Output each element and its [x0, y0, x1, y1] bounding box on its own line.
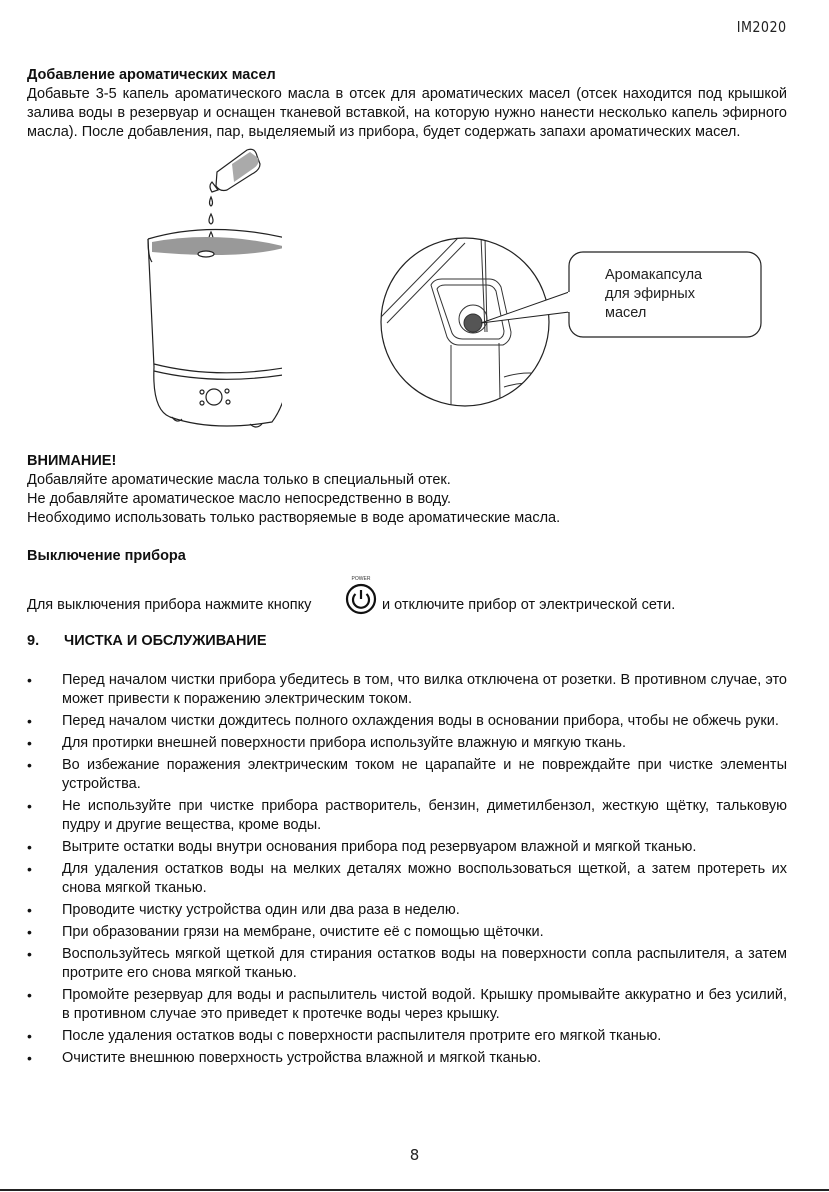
oil-drop-icons	[209, 197, 213, 242]
warning-line: Необходимо использовать только растворяемые в воде ароматические масла.	[27, 510, 561, 526]
power-icon-label: POWER	[351, 576, 371, 582]
warning-line: Не добавляйте ароматическое масло непосредственно в воду.	[27, 491, 452, 507]
humidifier-illustration	[122, 142, 282, 442]
warning-heading: ВНИМАНИЕ!	[27, 453, 117, 469]
list-item: • Для удаления остатков воды на мелких деталях можно воспользоваться щеткой, а затем протереть их снова мягкой тканью.	[27, 860, 787, 898]
list-item: • Перед началом чистки дождитесь полного охлаждения воды в основании прибора, чтобы не обжечь руки.	[27, 712, 787, 731]
callout-line: для эфирных	[605, 286, 695, 302]
section-title-text: ЧИСТКА И ОБСЛУЖИВАНИЕ	[64, 633, 267, 649]
page-content	[27, 66, 787, 1071]
list-item: • Очистите внешнюю поверхность устройства влажной и мягкой тканью.	[27, 1049, 787, 1068]
page-number: 8	[409, 1146, 420, 1164]
cleaning-section-title	[27, 632, 787, 651]
callout-line: Аромакапсула	[605, 267, 703, 283]
power-off-instruction	[27, 574, 787, 618]
oil-bottle-icon	[210, 149, 260, 192]
model-number: IM2020	[737, 18, 787, 36]
aroma-capsule-detail	[379, 237, 799, 457]
cleaning-list	[27, 671, 787, 1068]
list-item: • Не используйте при чистке прибора растворитель, бензин, диметилбензол, жесткую щётку, тальковую пудру и другие вещества, кроме воды.	[27, 797, 787, 835]
list-item: • Проводите чистку устройства один или два раза в неделю.	[27, 901, 787, 920]
list-item: • Вытрите остатки воды внутри основания прибора под резервуаром влажной и мягкой тканью.	[27, 838, 787, 857]
power-button-icon	[343, 574, 379, 616]
power-off-text-before: Для выключения прибора нажмите кнопку	[27, 597, 312, 613]
list-item: • При образовании грязи на мембране, очистите её с помощью щёточки.	[27, 923, 787, 942]
section-number: 9.	[27, 633, 40, 649]
power-off-heading: Выключение прибора	[27, 548, 186, 564]
aroma-capsule-callout	[605, 266, 702, 323]
power-off-text-after: и отключите прибор от электрической сети.	[382, 597, 676, 613]
list-item: • После удаления остатков воды с поверхности распылителя протрите его мягкой тканью.	[27, 1027, 787, 1046]
list-item: • Воспользуйтесь мягкой щеткой для стирания остатков воды на поверхности сопла распылителя, а затем протрите его снова мягкой тканью.	[27, 945, 787, 983]
list-item: • Перед началом чистки прибора убедитесь в том, что вилка отключена от розетки. В противном случае, это может привести к поражению электрическим током.	[27, 671, 787, 709]
list-item: • Для протирки внешней поверхности прибора используйте влажную и мягкую ткань.	[27, 734, 787, 753]
list-item: • Промойте резервуар для воды и распылитель чистой водой. Крышку промывайте аккуратно и без усилий, в противном случае это приведет к протечке воды через крышку.	[27, 986, 787, 1024]
aroma-paragraph: Добавьте 3-5 капель ароматического масла в отсек для ароматических масел (отсек находится под крышкой залива воды в резервуар и оснащен тканевой вставкой, на которую нужно нанести несколько капель эфирного масла). После добавления, пар, выделяемый из прибора, будет содержать запахи ароматических масел.	[27, 86, 787, 140]
aroma-figures	[27, 142, 787, 452]
warning-line: Добавляйте ароматические масла только в специальный отек.	[27, 472, 451, 488]
list-item: • Во избежание поражения электрическим током не царапайте и не повреждайте при чистке элементы устройства.	[27, 756, 787, 794]
callout-line: масел	[605, 305, 647, 321]
bottom-rule	[0, 1189, 829, 1191]
aroma-heading: Добавление ароматических масел	[27, 67, 276, 83]
